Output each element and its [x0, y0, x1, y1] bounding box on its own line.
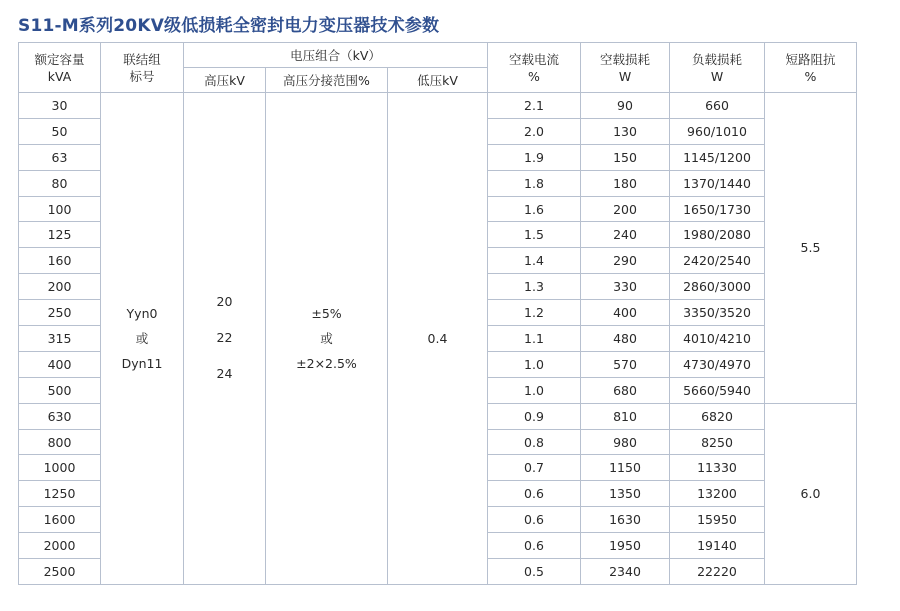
vector-group-cell: Yyn0 或 Dyn11 — [101, 93, 184, 585]
load-loss-cell: 2420/2540 — [670, 248, 765, 274]
noload-loss-cell: 680 — [581, 377, 670, 403]
noload-current-cell: 0.9 — [488, 403, 581, 429]
capacity-cell: 200 — [19, 274, 101, 300]
capacity-cell: 30 — [19, 93, 101, 119]
noload-current-cell: 0.6 — [488, 507, 581, 533]
noload-loss-cell: 980 — [581, 429, 670, 455]
capacity-cell: 1250 — [19, 481, 101, 507]
impedance-cell: 5.5 — [765, 93, 857, 404]
load-loss-cell: 15950 — [670, 507, 765, 533]
capacity-cell: 630 — [19, 403, 101, 429]
noload-loss-cell: 810 — [581, 403, 670, 429]
capacity-cell: 250 — [19, 300, 101, 326]
capacity-cell: 2500 — [19, 559, 101, 585]
load-loss-cell: 22220 — [670, 559, 765, 585]
header-hv: 高压kV — [184, 68, 266, 93]
noload-loss-cell: 290 — [581, 248, 670, 274]
capacity-cell: 315 — [19, 326, 101, 352]
noload-current-cell: 0.6 — [488, 533, 581, 559]
header-tap-range: 高压分接范围% — [266, 68, 388, 93]
noload-current-cell: 0.8 — [488, 429, 581, 455]
noload-loss-cell: 1950 — [581, 533, 670, 559]
noload-loss-cell: 180 — [581, 170, 670, 196]
load-loss-cell: 4730/4970 — [670, 351, 765, 377]
load-loss-cell: 6820 — [670, 403, 765, 429]
noload-current-cell: 1.5 — [488, 222, 581, 248]
noload-loss-cell: 90 — [581, 93, 670, 119]
capacity-cell: 160 — [19, 248, 101, 274]
capacity-cell: 80 — [19, 170, 101, 196]
table-body — [19, 93, 857, 585]
impedance-cell: 6.0 — [765, 403, 857, 584]
capacity-cell: 100 — [19, 196, 101, 222]
noload-loss-cell: 130 — [581, 118, 670, 144]
noload-current-cell: 1.9 — [488, 144, 581, 170]
capacity-cell: 1000 — [19, 455, 101, 481]
capacity-cell: 125 — [19, 222, 101, 248]
noload-loss-cell: 240 — [581, 222, 670, 248]
load-loss-cell: 11330 — [670, 455, 765, 481]
capacity-cell: 50 — [19, 118, 101, 144]
capacity-cell: 500 — [19, 377, 101, 403]
lv-cell: 0.4 — [388, 93, 488, 585]
noload-loss-cell: 2340 — [581, 559, 670, 585]
noload-current-cell: 1.0 — [488, 377, 581, 403]
capacity-cell: 2000 — [19, 533, 101, 559]
noload-loss-cell: 200 — [581, 196, 670, 222]
header-impedance: 短路阻抗 % — [765, 43, 857, 93]
capacity-cell: 400 — [19, 351, 101, 377]
noload-current-cell: 0.5 — [488, 559, 581, 585]
noload-current-cell: 1.3 — [488, 274, 581, 300]
load-loss-cell: 1980/2080 — [670, 222, 765, 248]
noload-loss-cell: 1630 — [581, 507, 670, 533]
load-loss-cell: 1650/1730 — [670, 196, 765, 222]
noload-loss-cell: 1150 — [581, 455, 670, 481]
load-loss-cell: 960/1010 — [670, 118, 765, 144]
load-loss-cell: 3350/3520 — [670, 300, 765, 326]
load-loss-cell: 1145/1200 — [670, 144, 765, 170]
noload-loss-cell: 150 — [581, 144, 670, 170]
spec-table — [18, 42, 857, 585]
header-lv: 低压kV — [388, 68, 488, 93]
noload-loss-cell: 480 — [581, 326, 670, 352]
noload-current-cell: 0.6 — [488, 481, 581, 507]
tap-range-cell: ±5% 或 ±2×2.5% — [266, 93, 388, 585]
noload-loss-cell: 570 — [581, 351, 670, 377]
header-load-loss: 负载损耗 W — [670, 43, 765, 93]
header-noload-loss: 空载损耗 W — [581, 43, 670, 93]
noload-current-cell: 1.6 — [488, 196, 581, 222]
header-row — [19, 43, 857, 68]
noload-current-cell: 0.7 — [488, 455, 581, 481]
table-row — [19, 93, 857, 119]
load-loss-cell: 1370/1440 — [670, 170, 765, 196]
header-noload-current: 空载电流 % — [488, 43, 581, 93]
noload-loss-cell: 400 — [581, 300, 670, 326]
load-loss-cell: 2860/3000 — [670, 274, 765, 300]
hv-cell: 20 22 24 — [184, 93, 266, 585]
capacity-cell: 1600 — [19, 507, 101, 533]
noload-current-cell: 1.1 — [488, 326, 581, 352]
noload-loss-cell: 1350 — [581, 481, 670, 507]
header-vector-group: 联结组 标号 — [101, 43, 184, 93]
noload-current-cell: 2.0 — [488, 118, 581, 144]
noload-current-cell: 1.0 — [488, 351, 581, 377]
load-loss-cell: 19140 — [670, 533, 765, 559]
load-loss-cell: 660 — [670, 93, 765, 119]
noload-current-cell: 1.4 — [488, 248, 581, 274]
header-voltage-group: 电压组合（kV） — [184, 43, 488, 68]
load-loss-cell: 8250 — [670, 429, 765, 455]
page-title: S11-M系列20KV级低损耗全密封电力变压器技术参数 — [18, 16, 440, 36]
load-loss-cell: 13200 — [670, 481, 765, 507]
noload-current-cell: 1.2 — [488, 300, 581, 326]
noload-loss-cell: 330 — [581, 274, 670, 300]
load-loss-cell: 5660/5940 — [670, 377, 765, 403]
header-capacity: 额定容量 kVA — [19, 43, 101, 93]
capacity-cell: 63 — [19, 144, 101, 170]
noload-current-cell: 1.8 — [488, 170, 581, 196]
load-loss-cell: 4010/4210 — [670, 326, 765, 352]
capacity-cell: 800 — [19, 429, 101, 455]
noload-current-cell: 2.1 — [488, 93, 581, 119]
